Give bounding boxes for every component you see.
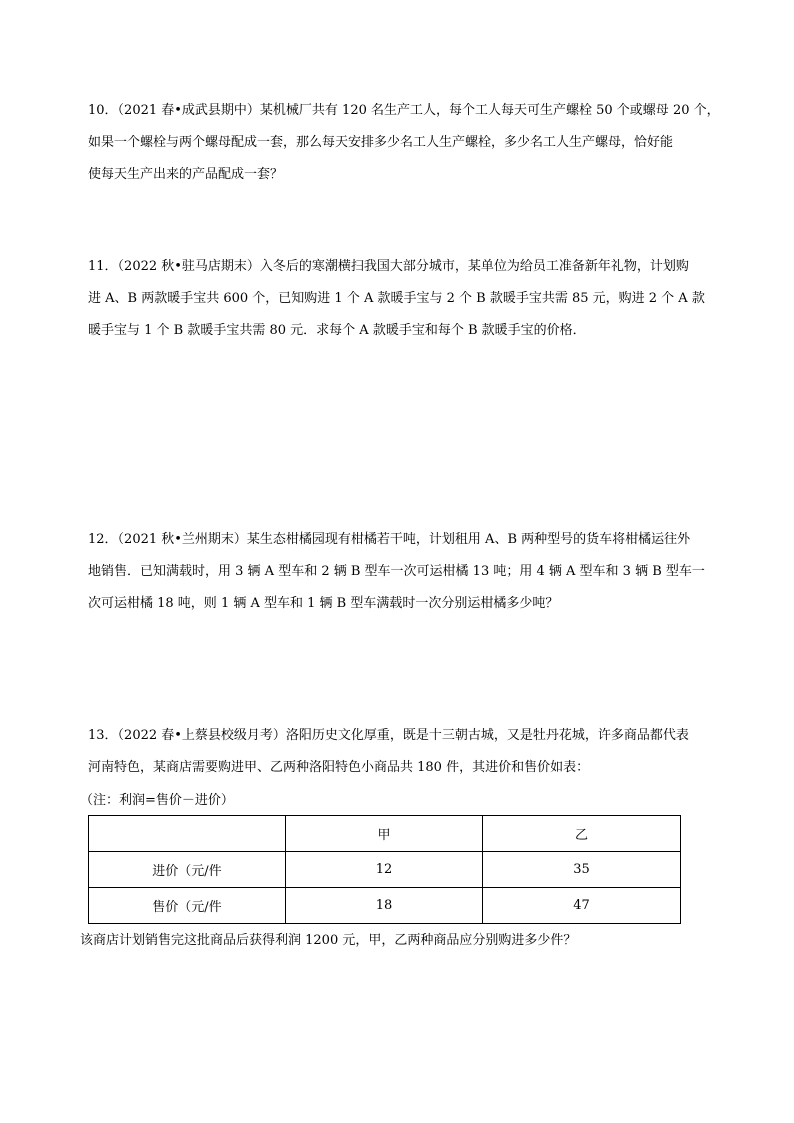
question-13-line-1: 13．（2022 春•上蔡县校级月考）洛阳历史文化厚重，既是十三朝古城，又是牡丹花城，许多商品都代表 xyxy=(88,728,689,743)
table-cell: 进价（元/件 xyxy=(89,852,286,888)
question-10-line-1: 10．（2021 春•成武县期中）某机械厂共有 120 名生产工人，每个工人每天可生产螺栓 50 个或螺母 20 个， xyxy=(88,103,720,118)
question-11-line-1: 11．（2022 秋•驻马店期末）入冬后的寒潮横扫我国大部分城市，某单位为给员工准备新年礼物，计划购 xyxy=(88,259,689,274)
question-10-line-2: 如果一个螺栓与两个螺母配成一套，那么每天安排多少名工人生产螺栓，多少名工人生产螺母，恰好能 xyxy=(88,135,674,150)
table-row xyxy=(89,888,681,924)
profit-note: （注：利润=售价－进价） xyxy=(80,793,234,808)
table-cell: 18 xyxy=(286,888,483,924)
table-header-cell: 甲 xyxy=(286,816,483,852)
table-cell: 47 xyxy=(483,888,681,924)
table-cell: 售价（元/件 xyxy=(89,888,286,924)
question-12-line-1: 12．（2021 秋•兰州期末）某生态柑橘园现有柑橘若干吨，计划租用 A、B 两种型号的货车将柑橘运往外 xyxy=(88,532,691,547)
question-13-followup: 该商店计划销售完这批商品后获得利润 1200 元，甲，乙两种商品应分别购进多少件？ xyxy=(80,933,577,948)
table-header-row xyxy=(89,816,681,852)
question-10-line-3: 使每天生产出来的产品配成一套？ xyxy=(88,167,284,182)
question-13-line-2: 河南特色，某商店需要购进甲、乙两种洛阳特色小商品共 180 件，其进价和售价如表： xyxy=(88,760,590,775)
table-row xyxy=(89,852,681,888)
table-cell: 35 xyxy=(483,852,681,888)
question-11-line-3: 暖手宝与 1 个 B 款暖手宝共需 80 元．求每个 A 款暖手宝和每个 B 款暖手宝的价格． xyxy=(88,323,586,338)
table-header-cell: 乙 xyxy=(483,816,681,852)
price-table xyxy=(88,815,681,924)
table-header-cell xyxy=(89,816,286,852)
question-12-line-2: 地销售．已知满载时，用 3 辆 A 型车和 2 辆 B 型车一次可运柑橘 13 吨；用 4 辆 A 型车和 3 辆 B 型车一 xyxy=(88,564,705,579)
question-11-line-2: 进 A、B 两款暖手宝共 600 个，已知购进 1 个 A 款暖手宝与 2 个 B 款暖手宝共需 85 元，购进 2 个 A 款 xyxy=(88,291,705,306)
table-cell: 12 xyxy=(286,852,483,888)
question-12-line-3: 次可运柑橘 18 吨，则 1 辆 A 型车和 1 辆 B 型车满载时一次分别运柑橘多少吨？ xyxy=(88,596,559,611)
